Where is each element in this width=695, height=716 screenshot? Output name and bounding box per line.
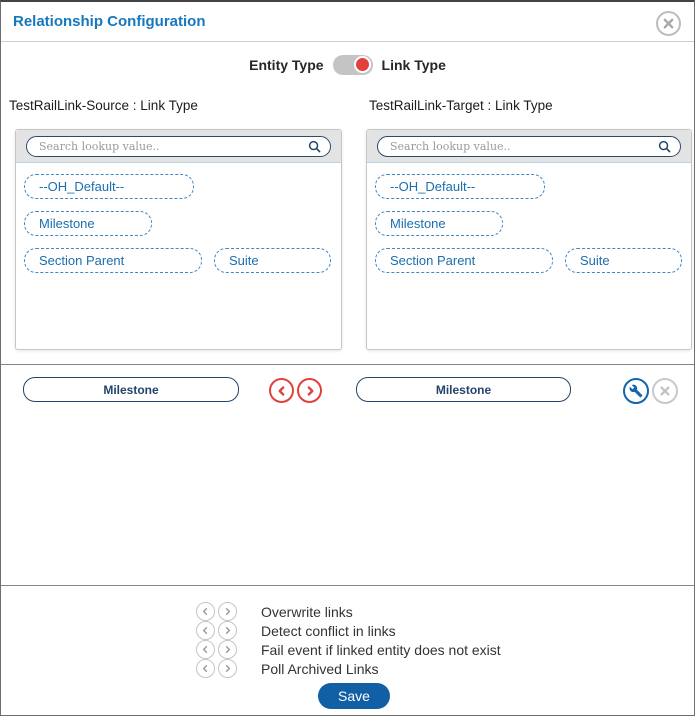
toggle-label-link-type: Link Type	[381, 57, 446, 73]
option-label: Fail event if linked entity does not exist	[261, 641, 501, 658]
search-icon	[657, 139, 672, 154]
source-search-bar	[16, 130, 341, 163]
target-chip-list	[367, 163, 691, 284]
option-row-fail-event	[196, 640, 501, 659]
section-divider	[1, 364, 694, 365]
search-input[interactable]	[378, 140, 657, 153]
chevron-right-icon[interactable]	[297, 378, 322, 403]
chip-milestone[interactable]: Milestone	[375, 211, 503, 236]
target-lookup-panel	[366, 129, 692, 350]
option-row-overwrite-links	[196, 602, 353, 621]
source-lookup-panel	[15, 129, 342, 350]
remove-mapping-icon[interactable]	[652, 378, 678, 404]
save-button[interactable]: Save	[318, 683, 390, 709]
mapping-target-value[interactable]: Milestone	[356, 377, 571, 402]
chevron-right-icon[interactable]	[218, 602, 237, 621]
option-label: Overwrite links	[261, 603, 353, 620]
page-title: Relationship Configuration	[13, 13, 206, 30]
type-toggle-row	[1, 52, 694, 78]
search-icon	[307, 139, 322, 154]
chevron-left-icon[interactable]	[196, 640, 215, 659]
source-chip-list	[16, 163, 341, 284]
chip-milestone[interactable]: Milestone	[24, 211, 152, 236]
option-label: Detect conflict in links	[261, 622, 396, 639]
source-panel-title: TestRailLink-Source : Link Type	[9, 98, 198, 113]
section-divider	[1, 585, 694, 586]
toggle-knob	[354, 56, 371, 73]
source-search-pill	[26, 136, 331, 157]
chevron-right-icon[interactable]	[218, 659, 237, 678]
chip-oh-default[interactable]: --OH_Default--	[375, 174, 545, 199]
option-row-detect-conflict	[196, 621, 396, 640]
entity-link-toggle[interactable]	[333, 55, 373, 75]
chip-section-parent[interactable]: Section Parent	[24, 248, 202, 273]
chevron-left-icon[interactable]	[196, 659, 215, 678]
target-search-bar	[367, 130, 691, 163]
mapping-source-value[interactable]: Milestone	[23, 377, 239, 402]
chevron-right-icon[interactable]	[218, 640, 237, 659]
option-row-poll-archived	[196, 659, 379, 678]
option-label: Poll Archived Links	[261, 660, 379, 677]
chevron-left-icon[interactable]	[269, 378, 294, 403]
target-search-pill	[377, 136, 681, 157]
chip-suite[interactable]: Suite	[565, 248, 682, 273]
wrench-icon[interactable]	[623, 378, 649, 404]
toggle-label-entity-type: Entity Type	[249, 57, 324, 73]
chevron-left-icon[interactable]	[196, 621, 215, 640]
search-input[interactable]	[27, 140, 307, 153]
chip-suite[interactable]: Suite	[214, 248, 331, 273]
chevron-left-icon[interactable]	[196, 602, 215, 621]
dialog-header	[1, 2, 694, 42]
chevron-right-icon[interactable]	[218, 621, 237, 640]
chip-oh-default[interactable]: --OH_Default--	[24, 174, 194, 199]
close-icon[interactable]	[656, 11, 681, 36]
chip-section-parent[interactable]: Section Parent	[375, 248, 553, 273]
target-panel-title: TestRailLink-Target : Link Type	[369, 98, 553, 113]
